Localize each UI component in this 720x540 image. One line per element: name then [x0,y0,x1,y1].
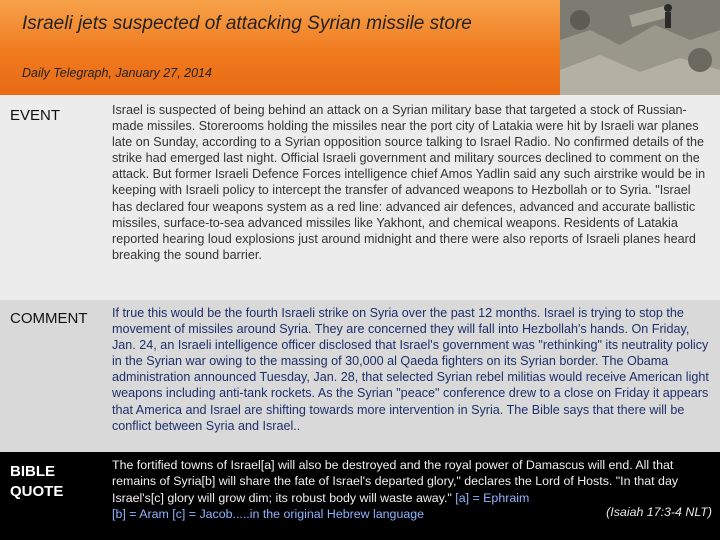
bible-quote-section [0,452,720,540]
event-section [0,95,720,300]
comment-section [0,300,720,452]
header-banner [0,0,560,95]
quote-body: The fortified towns of Israel[a] will also be destroyed and the royal power of Damascus will end. All that remains of Syria[b] will share the fate of Israel's departed glory," declares the Lord of Hosts. "In that day Israel's[c] glory will grow dim; its robust body will waste away." [112,458,679,505]
citation: (Isaiah 17:3-4 NLT) [606,505,712,519]
comment-text: If true this would be the fourth Israeli strike on Syria over the past 12 months. Israel is trying to stop the movement of missiles around Syria. They are concerned they will fall into Hezbollah's hands. On Friday, Jan. 24, an Israeli intelligence officer disclosed that Israel's government was "rethinking" its neutrality policy in the Syrian war owing to the massing of 30,000 al Qaeda fighters on its Syrian border. The Obama administration announced Tuesday, Jan. 28, that selected Syrian rebel militias would receive American light weapons including anti-tank rockets. As the Syrian "peace" conference drew to a close on Friday it appears that America and Israel are shifting towards more intervention in Syria. The Bible says that there will be conflict between Syria and Israel.. [112,306,709,433]
source-line: Daily Telegraph, January 27, 2014 [22,66,212,80]
footnote-a: [a] = Ephraim [455,490,530,505]
bible-label-line1: BIBLE [10,463,55,480]
event-label: EVENT [10,107,61,124]
page-title: Israeli jets suspected of attacking Syrian missile store [22,13,472,34]
event-text: Israel is suspected of being behind an attack on a Syrian military base that targeted a stock of Russian-made missiles. Storerooms holding the missiles near the port city of Latakia were hit by Israeli war planes late on Sunday, according to a Syrian opposition source talking to Israel Radio. No confirmed details of the strike had emerged last night. Official Israeli government and military sources declined to comment on the attack. But former Israeli Defence Forces intelligence chief Amos Yadlin said any such airstrike would be in keeping with Israeli policy to intercept the transfer of advanced weapons to Hezbollah or to Syria. "Israel has declared four weapons system as a red line: advanced air defences, advanced and accurate ballistic missiles, surface-to-sea advanced missiles like Yakhont, and chemical weapons. Residents of Latakia reported hearing loud explosions just around midnight and there were also reports of Israeli planes heard breaking the sound barrier. [112,103,706,262]
footnote-bc: [b] = Aram [c] = Jacob.....in the original Hebrew language [112,506,425,521]
comment-label: COMMENT [10,310,88,327]
bible-label-line2: QUOTE [10,483,64,500]
bible-quote-label [10,462,63,502]
rubble-photo-icon [560,0,720,95]
